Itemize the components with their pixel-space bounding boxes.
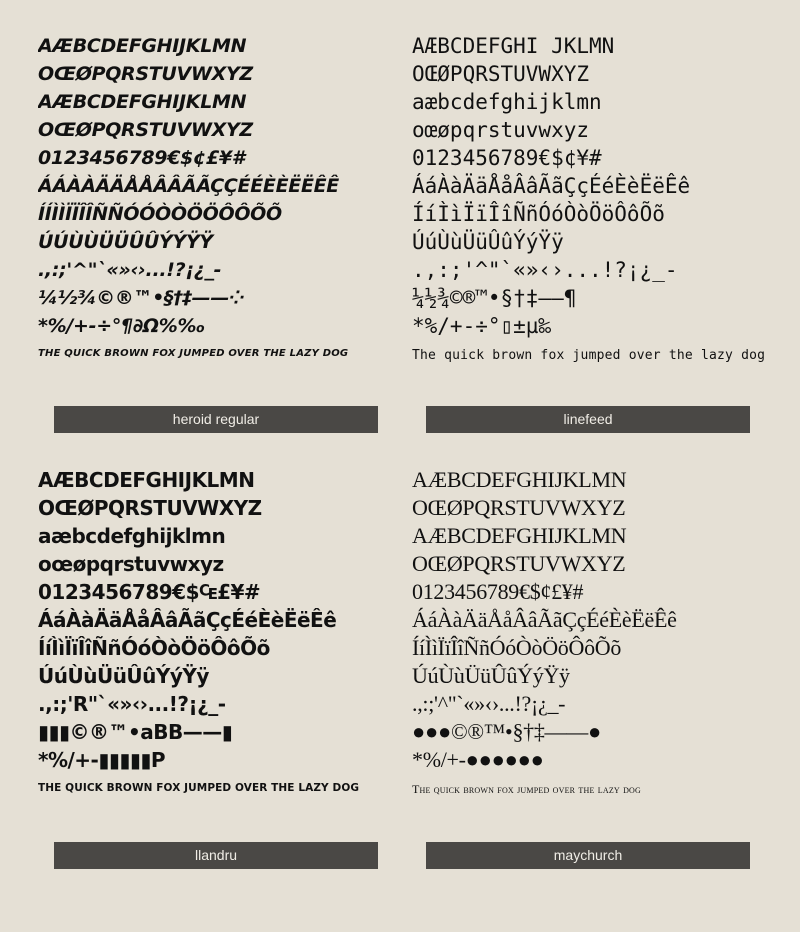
- glyph-line: aæbcdefghijklmn: [412, 90, 602, 114]
- font-name-label: llandru: [54, 842, 378, 869]
- glyph-line: ÚÚÙÙÜÜÛÛÝÝŸŸ: [38, 231, 213, 253]
- glyph-line: AÆBCDEFGHIJKLMN: [38, 91, 247, 113]
- glyph-set: [412, 466, 792, 774]
- glyph-line: AÆBCDEFGHIJKLMN: [38, 468, 255, 492]
- glyph-line: 0123456789€$¢£¥#: [38, 147, 245, 169]
- glyph-line: ▮▮▮©®™•aBB——▮: [38, 720, 233, 744]
- glyph-set: [412, 32, 792, 340]
- specimen-heroid-regular: [38, 32, 418, 359]
- glyph-line: AÆBCDEFGHIJKLMN: [412, 523, 627, 548]
- glyph-line: ÍíÌìÏïÎîÑñÓóÒòÖöÔôÕõ: [412, 635, 622, 660]
- pangram: THE QUICK BROWN FOX JUMPED OVER THE LAZY DOG: [38, 782, 360, 794]
- glyph-line: 0123456789€$¢£¥#: [412, 579, 584, 604]
- glyph-line: oœøpqrstuvwxyz: [38, 552, 224, 576]
- glyph-line: 0123456789€$¢¥#: [412, 146, 602, 170]
- specimen-llandru: [38, 466, 418, 794]
- specimen-linefeed: [412, 32, 792, 363]
- glyph-line: OŒØPQRSTUVWXYZ: [38, 496, 262, 520]
- glyph-line: AÆBCDEFGHIJKLMN: [38, 35, 247, 57]
- glyph-line: AÆBCDEFGHIJKLMN: [412, 467, 627, 492]
- glyph-line: aæbcdefghijklmn: [38, 524, 226, 548]
- pangram: The quick brown fox jumped over the lazy dog: [412, 782, 642, 796]
- glyph-set: [38, 466, 418, 774]
- glyph-line: OŒØPQRSTUVWXYZ: [38, 119, 253, 141]
- glyph-line: ÁÁÀÀÄÄÅÅÂÂÃÃÇÇÉÉÈÈËËÊÊ: [38, 175, 339, 197]
- glyph-line: ÁáÀàÄäÅåÂâÃãÇçÉéÈèËëÊê: [38, 608, 337, 632]
- glyph-line: OŒØPQRSTUVWXYZ: [412, 62, 590, 86]
- glyph-line: ÚúÙùÜüÛûÝýŸÿ: [412, 663, 570, 688]
- font-name-label: linefeed: [426, 406, 750, 433]
- glyph-line: OŒØPQRSTUVWXYZ: [412, 551, 626, 576]
- glyph-line: ÁáÀàÄäÅåÂâÃãÇçÉéÈèËëÊê: [412, 174, 691, 198]
- glyph-line: .,:;'^"`«»‹›...!?¡¿_-: [38, 259, 222, 281]
- glyph-line: ÍíÌìÏïÎîÑñÓóÒòÖöÔôÕõ: [412, 202, 665, 226]
- glyph-line: ÚúÙùÜüÛûÝýŸÿ: [38, 664, 209, 688]
- pangram: THE QUICK BROWN FOX JUMPED OVER THE LAZY DOG: [38, 348, 349, 359]
- glyph-line: ¼½¾©®™•§†‡——¶: [412, 286, 577, 310]
- font-name-label: heroid regular: [54, 406, 378, 433]
- glyph-line: OŒØPQRSTUVWXYZ: [412, 495, 626, 520]
- glyph-line: .,:;'^"`«»‹›...!?¡¿_-: [412, 691, 566, 716]
- font-name-label: maychurch: [426, 842, 750, 869]
- glyph-line: ÚúÙùÜüÛûÝýŸÿ: [412, 230, 564, 254]
- glyph-line: *%/+-÷°¶∂Ω%‰: [38, 315, 205, 337]
- glyph-line: OŒØPQRSTUVWXYZ: [38, 63, 253, 85]
- glyph-line: *%/+-●●●●●●: [412, 747, 544, 772]
- pangram: The quick brown fox jumped over the lazy dog: [412, 348, 766, 363]
- glyph-line: ¼½¾©®™•§†‡——⁘: [38, 287, 245, 309]
- glyph-line: 0123456789€$₠£¥#: [38, 580, 261, 604]
- glyph-line: *%/+-÷°▯±µ‰: [412, 314, 552, 338]
- glyph-line: ●●●©®™•§†‡——●: [412, 719, 601, 744]
- glyph-line: ÁáÀàÄäÅåÂâÃãÇçÉéÈèËëÊê: [412, 607, 677, 632]
- glyph-line: .,:;'^"`«»‹›...!?¡¿_-: [412, 258, 678, 282]
- specimen-maychurch: [412, 466, 792, 797]
- glyph-line: .,:;'R"`«»‹›...!?¡¿_-: [38, 692, 226, 716]
- glyph-line: AÆBCDEFGHI JKLMN: [412, 34, 615, 58]
- glyph-line: ÍÍÌÌÏÏÎÎÑÑÓÓÒÒÖÖÔÔÕÕ: [38, 203, 282, 225]
- glyph-line: oœøpqrstuvwxyz: [412, 118, 590, 142]
- glyph-line: *%/+-▮▮▮▮▮P: [38, 748, 166, 772]
- glyph-line: ÍíÌìÏïÎîÑñÓóÒòÖöÔôÕõ: [38, 636, 270, 660]
- glyph-set: [38, 32, 418, 340]
